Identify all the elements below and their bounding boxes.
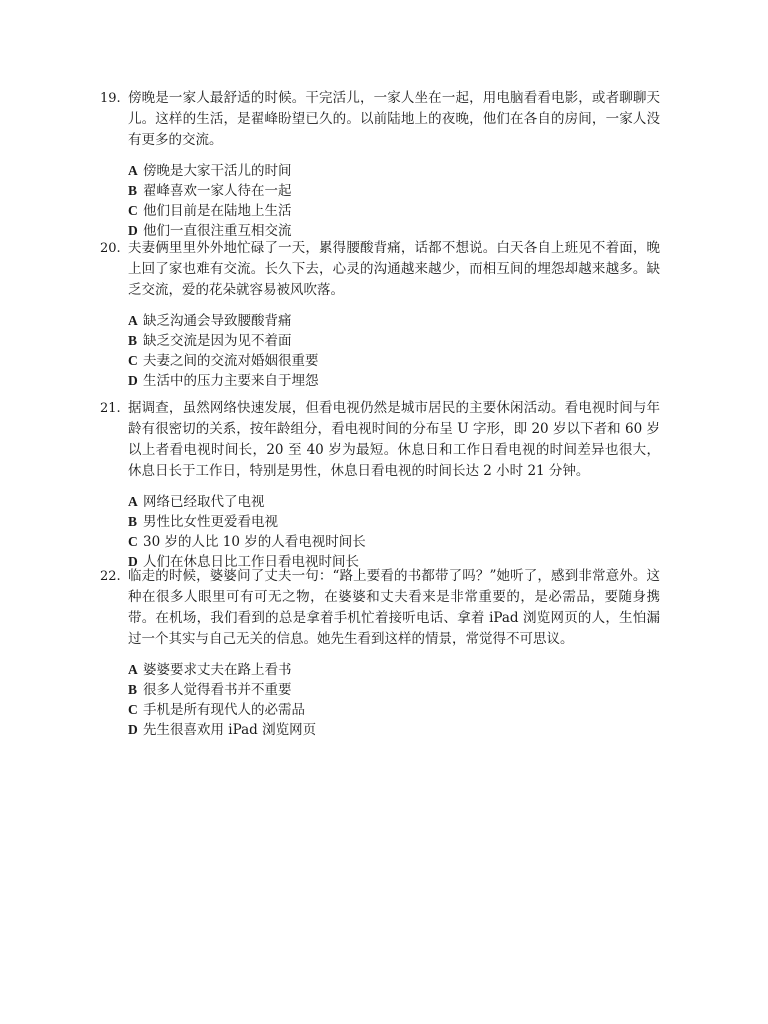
option-a: A 傍晚是大家干活儿的时间 <box>128 163 292 179</box>
question-22 <box>100 566 660 740</box>
option-c: C 他们目前是在陆地上生活 <box>128 203 292 219</box>
question-text: 夫妻俩里里外外地忙碌了一天，累得腰酸背痛，话都不想说。白天各自上班见不着面，晚上回了家也难有交流。长久下去，心灵的沟通越来越少，而相互间的埋怨却越来越多。缺乏交流，爱的花朵就容易被风吹落。 <box>128 240 660 298</box>
question-number: 20. <box>100 241 121 256</box>
question-19 <box>100 88 660 241</box>
option-c: C 30 岁的人比 10 岁的人看电视时间长 <box>128 534 366 550</box>
option-d: D 先生很喜欢用 iPad 浏览网页 <box>128 722 317 738</box>
option-b: B 男性比女性更爱看电视 <box>128 514 278 530</box>
option-a: A 婆婆要求丈夫在路上看书 <box>128 662 292 678</box>
question-text: 据调查，虽然网络快速发展，但看电视仍然是城市居民的主要休闲活动。看电视时间与年龄有很密切的关系，按年龄组分，看电视时间的分布呈 U 字形，即 20 岁以下者和 60 岁以上者看电视时间长，20 至 40 岁为最短。休息日和工作日看电视的时间差异也很大，休息日长于工作日，特别是男性，休息日看电视的时间长达 2 小时 21 分钟。 <box>128 400 660 479</box>
option-d: D 他们一直很注重互相交流 <box>128 223 292 239</box>
question-20 <box>100 238 660 391</box>
option-list <box>128 660 660 740</box>
option-list <box>128 161 660 241</box>
option-list <box>128 311 660 391</box>
option-list <box>128 492 660 572</box>
option-b: B 很多人觉得看书并不重要 <box>128 682 292 698</box>
question-text: 傍晚是一家人最舒适的时候。干完活儿，一家人坐在一起，用电脑看看电影，或者聊聊天儿。这样的生活，是翟峰盼望已久的。以前陆地上的夜晚，他们在各自的房间，一家人没有更多的交流。 <box>128 90 660 148</box>
question-text: 临走的时候，婆婆问了丈夫一句：“路上要看的书都带了吗？”她听了，感到非常意外。这种在很多人眼里可有可无之物，在婆婆和丈夫看来是非常重要的，是必需品，要随身携带。在机场，我们看到的总是拿着手机忙着接听电话、拿着 iPad 浏览网页的人，生怕漏过一个其实与自己无关的信息。她先生看到这样的情景，常觉得不可思议。 <box>128 568 660 647</box>
question-21 <box>100 398 660 572</box>
option-c: C 夫妻之间的交流对婚姻很重要 <box>128 353 319 369</box>
option-b: B 翟峰喜欢一家人待在一起 <box>128 183 292 199</box>
option-c: C 手机是所有现代人的必需品 <box>128 702 305 718</box>
question-number: 21. <box>100 401 121 416</box>
question-number: 19. <box>100 91 121 106</box>
option-a: A 网络已经取代了电视 <box>128 494 265 510</box>
question-number: 22. <box>100 569 121 584</box>
option-d: D 生活中的压力主要来自于埋怨 <box>128 373 319 389</box>
option-b: B 缺乏交流是因为见不着面 <box>128 333 292 349</box>
option-d: D 人们在休息日比工作日看电视时间长 <box>128 554 359 570</box>
option-a: A 缺乏沟通会导致腰酸背痛 <box>128 313 292 329</box>
